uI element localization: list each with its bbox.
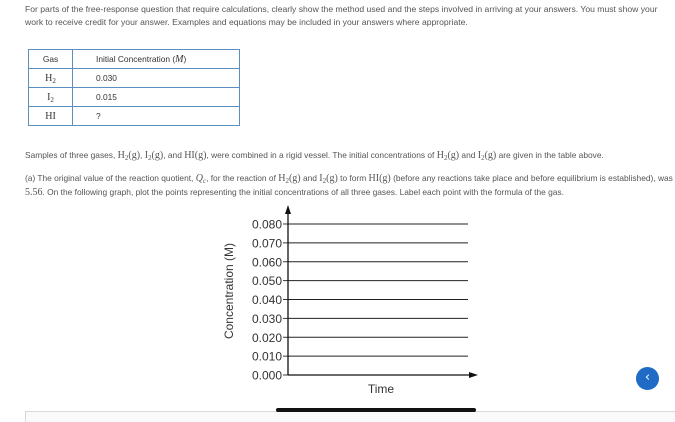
y-axis-arrow bbox=[285, 205, 291, 214]
problem-statement: Samples of three gases, $H_2(g)$, $I_2(g)$, and HI(g), were combined in a rigid vessel. The initial concentrations of $H_2(g)$ and $I_2(g)$ are given in the table above. bbox=[25, 150, 604, 162]
y-tick-label: 0.070 bbox=[251, 236, 282, 251]
y-tick-label: 0.060 bbox=[251, 255, 282, 270]
x-axis-label: Time bbox=[367, 382, 395, 396]
y-axis-label: Concentration (M) bbox=[222, 242, 236, 340]
header-initial-concentration: Initial Concentration (M) bbox=[73, 50, 240, 69]
conc-hi: ? bbox=[73, 107, 240, 126]
tick-label-layer bbox=[252, 218, 288, 383]
home-indicator-bar[interactable] bbox=[276, 408, 476, 412]
part-a-prompt: (a) The original value of the reaction quotient, $Q_c$, for the reaction of $H_2(g)$ and $I_2(g)$ to form HI(g) (before any reactions take place and before equilibrium is established), was 5.56. On the following graph, plot the points representing the initial concentrations of all three gases. Label each point with the formula of the gas. bbox=[25, 173, 673, 198]
instructions-text: For parts of the free-response question that require calculations, clearly show the method used and the steps involved in arriving at your answers. You must show your work to receive credit for your answer. Examples and equations may be included in your answers where appropriate. bbox=[25, 4, 658, 27]
chevron-left-icon: ‹ bbox=[644, 370, 651, 385]
y-tick-label: 0.030 bbox=[251, 311, 282, 326]
y-tick-label: 0.000 bbox=[251, 368, 282, 383]
conc-i2: 0.015 bbox=[73, 88, 240, 107]
y-tick-label: 0.050 bbox=[251, 274, 282, 289]
x-axis-arrow bbox=[469, 372, 478, 378]
gas-h2: $H_2$ bbox=[29, 69, 73, 88]
y-tick-label: 0.040 bbox=[251, 293, 282, 307]
y-tick-label: 0.010 bbox=[251, 349, 282, 364]
y-tick-label: 0.020 bbox=[251, 330, 282, 345]
grid-layer bbox=[288, 224, 468, 356]
y-tick-label: 0.080 bbox=[251, 217, 282, 232]
gas-i2: $I_2$ bbox=[29, 88, 73, 107]
header-gas: Gas bbox=[29, 50, 73, 69]
gas-hi: HI bbox=[29, 107, 73, 126]
conc-h2: 0.030 bbox=[73, 69, 240, 88]
back-button[interactable] bbox=[636, 367, 659, 390]
